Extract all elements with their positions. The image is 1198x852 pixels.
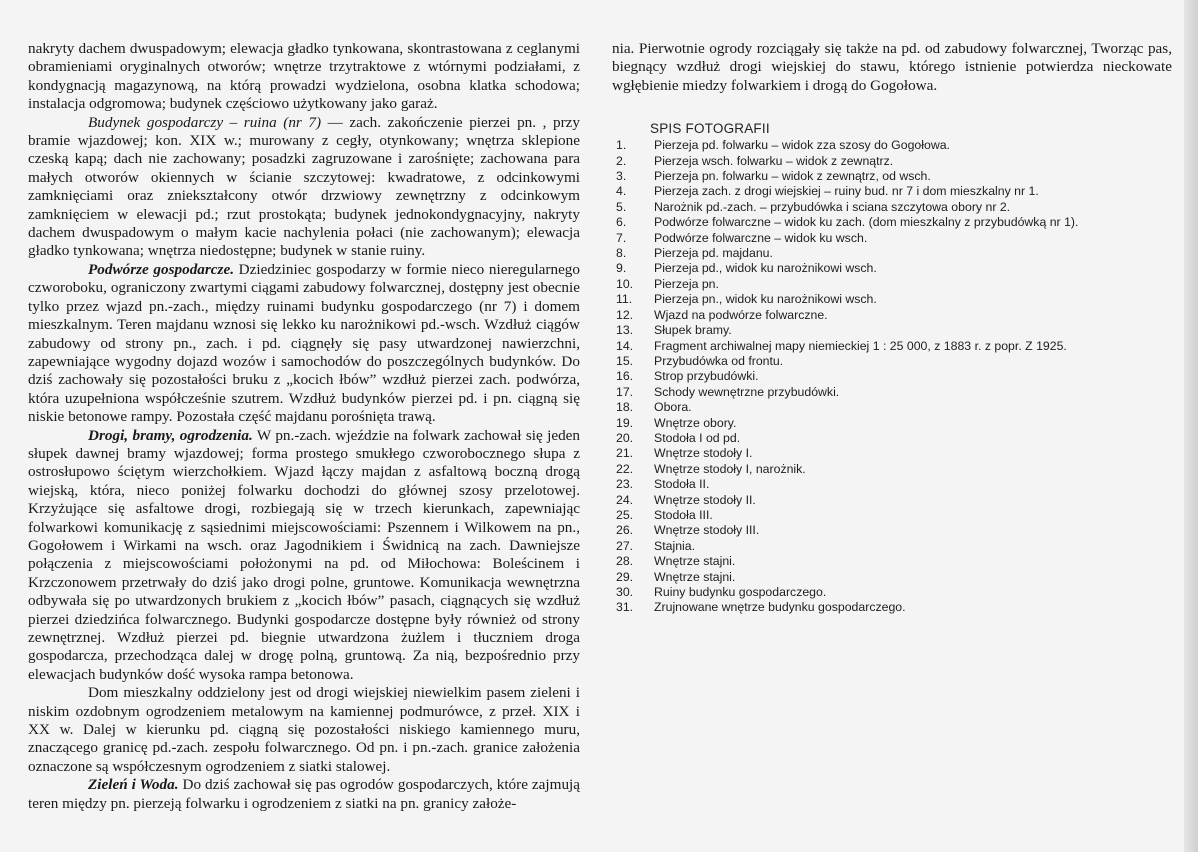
photo-list-item (612, 523, 1172, 538)
photo-caption: Wnętrze obory. (654, 415, 737, 430)
photo-caption: Stodoła II. (654, 477, 710, 492)
photo-number: 11. (616, 292, 633, 307)
paragraph-continuation: nakryty dachem dwuspadowym; elewacja gładko tynkowana, skontrastowana z ceglanymi obramieniami oryginalnych otworów; wnętrze trzytraktowe z wtórnymi podziałami, z kondygnacją magazynową, na którą prowadzi wydzielona, osobna klatka schodowa; instalacja odgromowa; budynek częściowo użytkowany jako garaż. (28, 40, 580, 113)
photo-number: 1. (616, 138, 627, 153)
scan-edge (1184, 0, 1198, 852)
photo-caption: Wnętrze stajni. (654, 569, 736, 584)
section-body-podworze: Dziedziniec gospodarzy w formie nieco nieregularnego czworoboku, ograniczony zwartymi ciągami zabudowy folwarcznej, dostępny jest obecnie tylko przez wjazd pn.-zach., między ruinami budynku gospodarczego (nr 7) i domem mieszkalnym. Teren majdanu wznosi się lekko ku narożnikowi pd.-wsch. Wzdłuż ciągów zabudowy od strony pn., zach. i pd. ciągnęły się pasy utwardzonej nawierzchni, zapewniające wygodny dojazd wozów i samochodów do poszczególnych budynków. Do dziś zachowały się pozostałości bruku z „kocich łbów” wzdłuż pierzei zach. podwórza, która uzupełniona współcześnie szutrem. Wzdłuż budynków pierzei pd. i pn. ciągną się niskie betonowe rampy. Pozostała część majdanu porośnięta trawą. (28, 260, 580, 426)
photo-number: 31. (616, 600, 634, 615)
paragraph-dom-mieszkalny: Dom mieszkalny oddzielony jest od drogi wiejskiej niewielkim pasem zieleni i niskim ozdobnym ogrodzeniem metalowym na kamiennej podmurówce, z przeł. XIX i XX w. Dalej w kierunku pd. ciągną się pozostałości niskiego kamiennego muru, znaczącego granicę pd.-zach. zespołu folwarcznego. Od pn. i pn.-zach. granice założenia oznaczone są współczesnym ogrodzeniem z siatki stalowej. (28, 684, 580, 775)
photo-list-item (612, 261, 1172, 276)
photo-caption: Słupek bramy. (654, 323, 732, 338)
photo-number: 13. (616, 323, 634, 338)
photo-list-item (612, 416, 1172, 431)
photo-caption: Fragment archiwalnej mapy niemieckiej 1 : 25 000, z 1883 r. z popr. Z 1925. (654, 338, 1067, 353)
photo-number: 15. (616, 353, 634, 368)
section-heading-drogi: Drogi, bramy, ogrodzenia. (88, 426, 253, 444)
photo-number: 29. (616, 569, 634, 584)
right-text-column (612, 40, 1172, 616)
photo-list-item (612, 246, 1172, 261)
photo-caption: Wnętrze stodoły I. (654, 446, 753, 461)
photo-number: 7. (616, 230, 627, 245)
section-heading-zielen: Zieleń i Woda. (88, 776, 179, 794)
photo-number: 18. (616, 400, 634, 415)
photo-list-item (612, 184, 1172, 199)
paragraph-budynek-gospodarczy (28, 114, 580, 261)
photo-list-item (612, 215, 1172, 230)
section-body-zielen: Do dziś zachował się pas ogrodów gospodarczych, które zajmują teren między pn. pierzeją folwarku i ogrodzeniem z siatki na pn. granicy założe- (28, 776, 580, 812)
photo-list-item (612, 539, 1172, 554)
photo-number: 17. (616, 384, 634, 399)
photo-number: 8. (616, 246, 627, 261)
photo-number: 26. (616, 523, 634, 538)
photo-list-item (612, 508, 1172, 523)
photo-number: 19. (616, 415, 634, 430)
photo-caption: Schody wewnętrzne przybudówki. (654, 384, 840, 399)
photo-caption: Wnętrze stodoły III. (654, 523, 760, 538)
photo-caption: Stajnia. (654, 538, 696, 553)
photo-list-item (612, 570, 1172, 585)
photo-caption: Obora. (654, 400, 692, 415)
photo-list-item (612, 369, 1172, 384)
photo-number: 20. (616, 430, 634, 445)
photo-list-item (612, 385, 1172, 400)
photo-number: 4. (616, 184, 627, 199)
photo-list-item (612, 323, 1172, 338)
paragraph-podworze (28, 261, 580, 427)
photo-list-item (612, 554, 1172, 569)
photo-caption: Pierzeja pn., widok ku narożnikowi wsch. (654, 292, 877, 307)
photo-list-item (612, 431, 1172, 446)
photo-list-item (612, 138, 1172, 153)
photo-number: 21. (616, 446, 634, 461)
photo-list-item (612, 292, 1172, 307)
photo-list-item (612, 354, 1172, 369)
photo-list-item (612, 493, 1172, 508)
photo-number: 3. (616, 169, 627, 184)
photo-list-item (612, 477, 1172, 492)
photo-number: 27. (616, 538, 634, 553)
photo-caption: Pierzeja zach. z drogi wiejskiej – ruiny bud. nr 7 i dom mieszkalny nr 1. (654, 184, 1039, 199)
photo-number: 16. (616, 369, 634, 384)
photo-number: 14. (616, 338, 634, 353)
photo-caption: Przybudówka od frontu. (654, 353, 784, 368)
photo-list-item (612, 600, 1172, 615)
section-heading-budynek: Budynek gospodarczy – ruina (nr 7) (88, 113, 322, 131)
photo-list (612, 138, 1172, 616)
photo-number: 12. (616, 307, 634, 322)
photo-caption: Zrujnowane wnętrze budynku gospodarczego. (654, 600, 906, 615)
photo-list-item (612, 400, 1172, 415)
photo-list-item (612, 308, 1172, 323)
photo-number: 30. (616, 585, 634, 599)
paragraph-drogi (28, 427, 580, 685)
photo-number: 6. (616, 215, 627, 230)
left-text-column (28, 40, 580, 813)
photo-caption: Pierzeja pd., widok ku narożnikowi wsch. (654, 261, 877, 276)
photo-list-item (612, 200, 1172, 215)
section-body-budynek: — zach. zakończenie pierzei pn. , przy bramie wjazdowej; kon. XIX w.; murowany z cegły, otynkowany; wnętrza sklepione czeską kapą; dach nie zachowany; posadzki zagruzowane i zarośnięte; zachowana para małych otworów okiennych w ścianie szczytowej: kwadratowe, z odcinkowymi zamknięciami oraz zniekształcony otwór drzwiowy zewnętrzny z odcinkowym zamknięciem w elewacji pd.; rzut prostokąta; budynek jednokondygnacyjny, nakryty dachem dwuspadowym o małym kacie nachylenia połaci (nie zachowanym); elewacja gładko tynkowana; wnętrza niedostępne; budynek w stanie ruiny. (28, 113, 581, 260)
section-heading-podworze: Podwórze gospodarcze. (88, 260, 234, 278)
paragraph-zielen-continuation: nia. Pierwotnie ogrody rozciągały się także na pd. od zabudowy folwarcznej, Tworząc pas, biegnący wzdłuż drogi wiejskiej do stawu, którego istnienie potwierdza nieckowate wgłębienie miedzy folwarkiem i drogą do Gogołowa. (612, 40, 1172, 94)
photo-caption: Wnętrze stajni. (654, 554, 736, 569)
photo-list-item (612, 277, 1172, 292)
photo-caption: Podwórze folwarczne – widok ku wsch. (654, 230, 868, 245)
photo-list-item (612, 446, 1172, 461)
photo-caption: Wnętrze stodoły I, narożnik. (654, 461, 806, 476)
photo-list-item (612, 154, 1172, 169)
photo-number: 24. (616, 492, 634, 507)
photo-caption: Pierzeja pn. (654, 276, 719, 291)
photo-list-item (612, 585, 1172, 600)
photo-number: 28. (616, 554, 634, 569)
photo-caption: Podwórze folwarczne – widok ku zach. (dom mieszkalny z przybudówką nr 1). (654, 215, 1079, 230)
photo-caption: Narożnik pd.-zach. – przybudówka i sciana szczytowa obory nr 2. (654, 199, 1011, 214)
photo-caption: Pierzeja wsch. folwarku – widok z zewnątrz. (654, 153, 894, 168)
photo-caption: Pierzeja pd. majdanu. (654, 246, 773, 261)
photo-number: 2. (616, 153, 627, 168)
photo-list-item (612, 462, 1172, 477)
photo-list-title: SPIS FOTOGRAFII (650, 121, 770, 137)
photo-list-item (612, 169, 1172, 184)
photo-caption: Wjazd na podwórze folwarczne. (654, 307, 828, 322)
photo-caption: Stodoła I od pd. (654, 430, 741, 445)
photo-caption: Stodoła III. (654, 507, 713, 522)
photo-number: 25. (616, 507, 634, 522)
paragraph-zielen (28, 776, 580, 813)
photo-number: 23. (616, 477, 634, 492)
section-body-drogi: W pn.-zach. wjeździe na folwark zachował się jeden słupek dawnej bramy wjazdowej; forma prostego smukłego czworobocznego słupa z ostrosłupowo ściętym wierzchołkiem. Wjazd łączy majdan z asfaltową boczną drogą wiejską, która, nieco poniżej folwarku dochodzi do głównej szosy przelotowej. Krzyżujące się asfaltowe drogi, rozbiegają się w trzech kierunkach, zapewniając folwarkowi komunikację z sąsiednimi miejscowościami: Pszennem i Wilkowem na pn., Gogołowem i Wirkami na wsch. oraz Jagodnikiem i Świdnicą na zach. Dawniejsze połączenia z miejscowościami położonymi na pd. od Miłochowa: Boleścinem i Krzczonowem przetrwały do dziś jako drogi polne, gruntowe. Komunikacja wewnętrzna odbywała się po utwardzonych brukiem z „kocich łbów” pasach, ciągnących się wzdłuż pierzei dziedzińca folwarcznego. Budynki gospodarcze dostępne były również od strony zewnętrznej. Wzdłuż pierzei pd. biegnie utwardzona żużlem i tłuczniem droga gospodarcza, przechodząca dalej w drogę polną, gruntową. Za nią, bezpośrednio przy elewacjach budynków dość wysoka rampa betonowa. (28, 426, 580, 683)
photo-caption: Strop przybudówki. (654, 369, 759, 384)
photo-number: 9. (616, 261, 627, 276)
photo-list-item (612, 339, 1172, 354)
photo-list-item (612, 231, 1172, 246)
photo-number: 22. (616, 461, 634, 476)
photo-caption: Wnętrze stodoły II. (654, 492, 756, 507)
photo-number: 10. (616, 276, 634, 291)
photo-number: 5. (616, 199, 627, 214)
photo-caption: Pierzeja pd. folwarku – widok zza szosy do Gogołowa. (654, 138, 950, 153)
photo-caption: Pierzeja pn. folwarku – widok z zewnątrz, od wsch. (654, 169, 931, 184)
photo-caption: Ruiny budynku gospodarczego. (654, 585, 827, 599)
